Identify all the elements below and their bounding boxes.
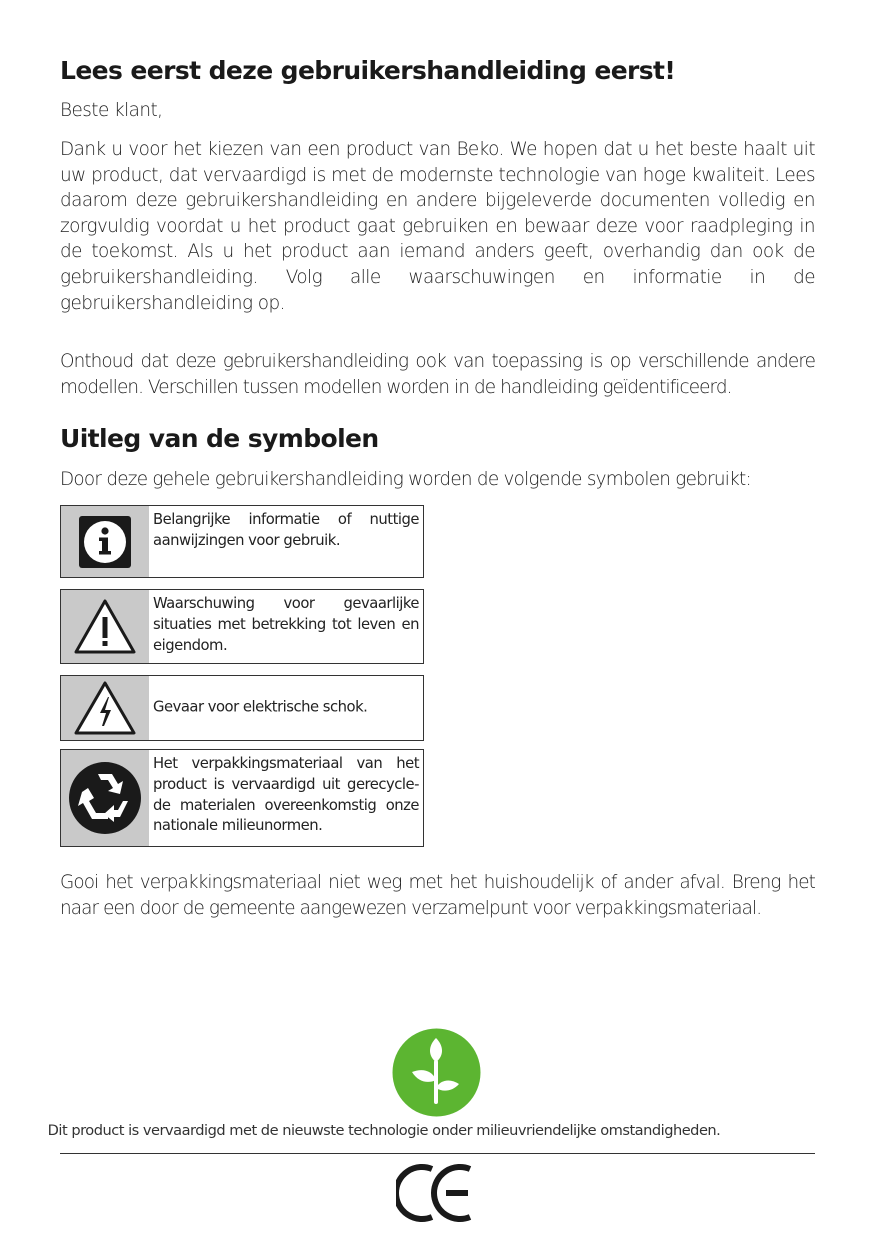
symbol-text-info: Belangrijke informatie of nuttige aanwijzingen voor gebruik. xyxy=(153,511,419,549)
footer-divider xyxy=(60,1153,815,1154)
ce-mark xyxy=(396,1163,478,1223)
disposal-paragraph: Gooi het verpakkingsmateriaal niet weg met het huishoudelijk of ander afval. Breng het naar een door de gemeente aangewezen verzamelpunt voor verpakkingsmateriaal. xyxy=(60,872,815,919)
models-note-paragraph: Onthoud dat deze gebruikershandleiding ook van toepassing is op verschillende andere modellen. Verschillen tussen modellen worden in de handleiding geïdentificeerd. xyxy=(60,351,815,398)
symbol-row-warning xyxy=(60,589,424,664)
symbols-heading: Uitleg van de symbolen xyxy=(60,424,379,453)
page-title: Lees eerst deze gebruikershandleiding eerst! xyxy=(60,56,676,85)
symbol-row-recycle xyxy=(60,749,424,847)
symbol-row-info xyxy=(60,505,424,578)
ce-mark-icon xyxy=(396,1163,478,1223)
eco-footnote: Dit product is vervaardigd met de nieuwste technologie onder milieuvriendelijke omstandigheden. xyxy=(47,1122,721,1139)
eco-badge xyxy=(392,1028,481,1117)
symbols-intro: Door deze gehele gebruikershandleiding worden de volgende symbolen gebruikt: xyxy=(60,469,751,490)
symbol-text-electric: Gevaar voor elektrische schok. xyxy=(153,698,368,716)
symbol-row-electric xyxy=(60,675,424,741)
electric-shock-icon xyxy=(73,680,137,736)
leaf-icon xyxy=(392,1028,481,1117)
salutation: Beste klant, xyxy=(60,100,163,121)
warning-icon xyxy=(73,598,137,656)
info-icon xyxy=(78,515,132,569)
recycle-icon xyxy=(68,761,142,835)
intro-paragraph: Dank u voor het kiezen van een product van Beko. We hopen dat u het beste haalt uit uw product, dat vervaardigd is met de modernste technologie van hoge kwaliteit. Lees daarom deze gebruikershandleiding en andere bijgeleverde documenten volledig en zorgvuldig voordat u het product gaat gebruiken en bewaar deze voor raadpleging in de toekomst. Als u het product aan iemand anders geeft, overhandig dan ook de gebruikershandleiding. Volg alle waarschuwingen en informatie in de gebruikershandleiding op. xyxy=(60,139,815,314)
symbol-text-recycle: Het verpakkingsmateriaal van het product is vervaardigd uit gerecycle-de materialen overeenkomstig onze nationale milieunormen. xyxy=(153,755,419,835)
symbol-text-warning: Waarschuwing voor gevaarlijke situaties met betrekking tot leven en eigendom. xyxy=(153,595,419,654)
